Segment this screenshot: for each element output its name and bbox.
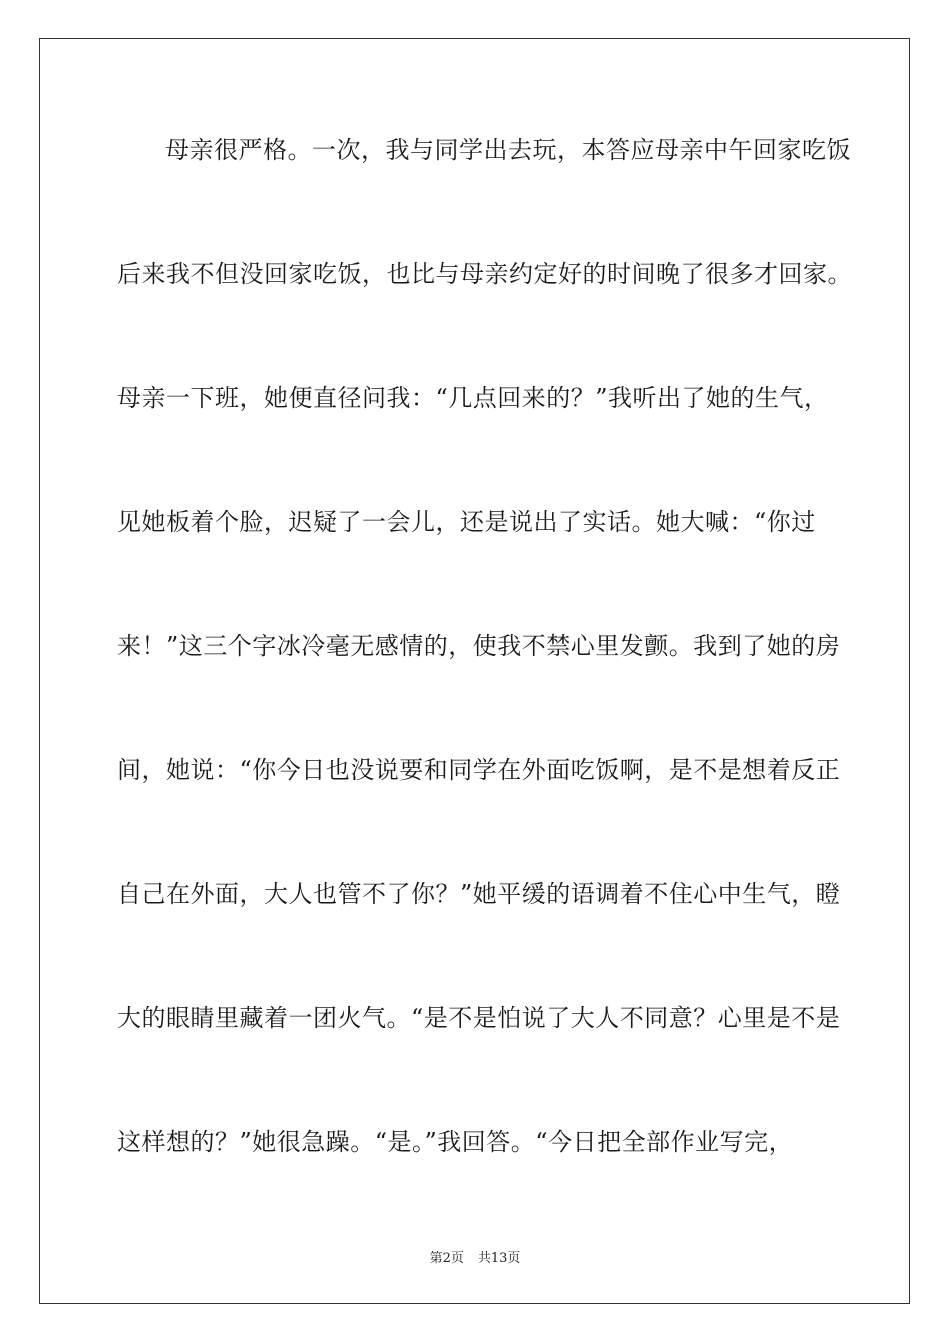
text-line: 后来我不但没回家吃饭，也比与母亲约定好的时间晚了很多才回家。 bbox=[117, 260, 852, 288]
text-line: 来！”这三个字冰冷毫无感情的，使我不禁心里发颤。我到了她的房 bbox=[117, 632, 841, 660]
body-text bbox=[117, 128, 852, 1244]
page-footer bbox=[0, 1247, 950, 1266]
text-line: 见她板着个脸，迟疑了一会儿，还是说出了实话。她大喊：“你过 bbox=[117, 508, 816, 536]
page-number: 第2页 bbox=[429, 1251, 464, 1266]
text-line: 母亲一下班，她便直径问我：“几点回来的？”我听出了她的生气， bbox=[117, 384, 829, 412]
text-line: 大的眼睛里藏着一团火气。“是不是怕说了大人不同意？心里是不是 bbox=[117, 1004, 841, 1032]
text-line: 母亲很严格。一次，我与同学出去玩，本答应母亲中午回家吃饭 bbox=[165, 136, 851, 164]
text-line: 间，她说：“你今日也没说要和同学在外面吃饭啊，是不是想着反正 bbox=[117, 756, 841, 784]
text-line: 这样想的？”她很急躁。“是。”我回答。“今日把全部作业写完， bbox=[117, 1128, 794, 1156]
page-total: 共13页 bbox=[477, 1251, 521, 1266]
text-line: 自己在外面，大人也管不了你？”她平缓的语调着不住心中生气，瞪 bbox=[117, 880, 841, 908]
